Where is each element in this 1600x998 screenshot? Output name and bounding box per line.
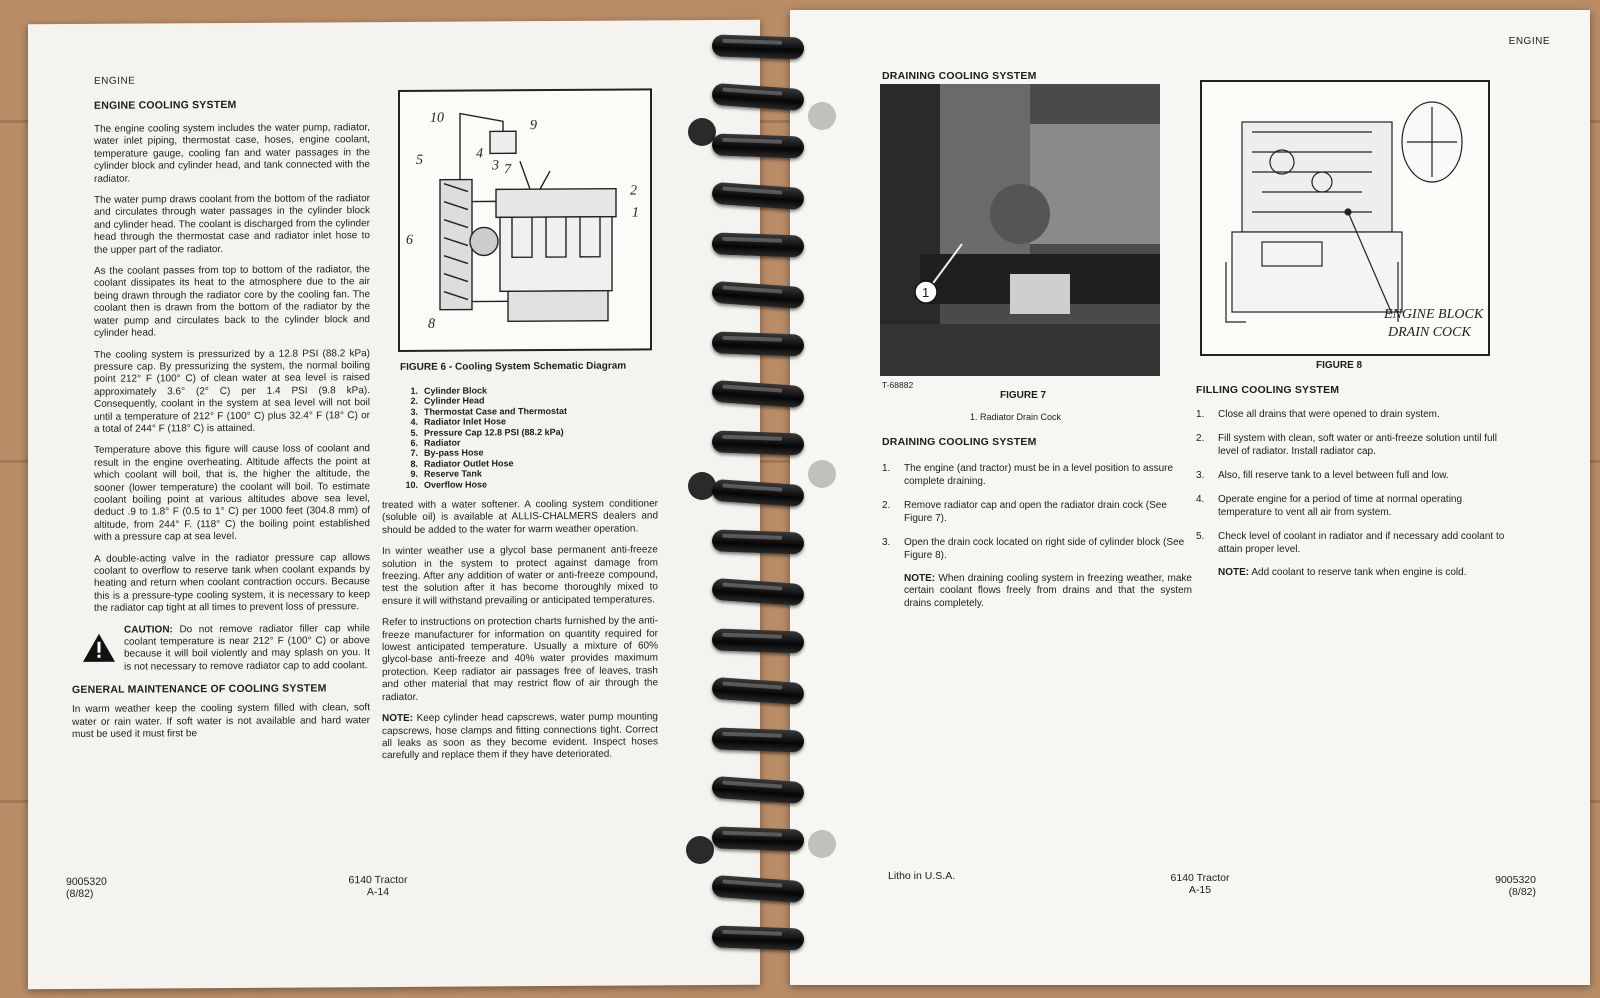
- list-item: 1. Cylinder Block: [410, 385, 488, 396]
- list-item: 5. Check level of coolant in radiator and if necessary add coolant to attain proper level.: [1196, 531, 1505, 555]
- cooling-schematic-drawing: [400, 90, 650, 350]
- draining-note: NOTE: When draining cooling system in freezing weather, make certain coolant flows freely from drains and that the system drains completely.: [904, 573, 1192, 609]
- figure-6-caption: FIGURE 6 - Cooling System Schematic Diagram: [400, 360, 627, 373]
- footer-page: 6140 Tractor A-15: [1170, 872, 1230, 896]
- left-column-1: [72, 98, 370, 750]
- filling-steps: [1196, 408, 1512, 556]
- caution-block: [72, 623, 370, 674]
- callout-4: 4: [476, 146, 483, 162]
- draining-steps: [882, 462, 1192, 562]
- caution-text: Do not remove radiator filler cap while coolant temperature is near 212° F (100° C) or above because it will boil violently and may splash on you. It is not necessary to remove radiator cap to add coolant.: [124, 622, 370, 673]
- binding-hole: [808, 102, 836, 130]
- figure-7-item: 1. Radiator Drain Cock: [970, 412, 1062, 422]
- paragraph: The engine cooling system includes the water pump, radiator, water inlet piping, thermostat case, hoses, engine coolant, temperature gauge, cooling fan and water passages in the cylinder block and cylinder head, and tank connected with the radiator.: [94, 122, 370, 185]
- list-item: 3. Open the drain cock located on right side of cylinder block (See Figure 8).: [882, 537, 1185, 561]
- draining-title: DRAINING COOLING SYSTEM: [882, 436, 1037, 448]
- callout-7: 7: [504, 162, 511, 178]
- list-item: 5. Pressure Cap 12.8 PSI (88.2 kPa): [410, 426, 564, 438]
- filling-note: NOTE: Add coolant to reserve tank when engine is cold.: [1218, 567, 1467, 578]
- list-item: 1. Close all drains that were opened to drain system.: [1196, 409, 1440, 420]
- paragraph: The cooling system is pressurized by a 12.8 PSI (88.2 kPa) pressure cap. By pressurizing the system, the normal boiling point 212° F (100° C) of clean water at sea level is raised approximately 3.6° (2° C) per 1.4 PSI (9.8 kPa). Consequently, coolant in the system at sea level will not boil until a temperature of 212° F (100° C) plus 32.4° F (18° C) or a total of 244° F (118° C) is attained.: [94, 347, 370, 435]
- list-item: 2. Cylinder Head: [410, 395, 485, 407]
- warning-icon: [82, 632, 116, 662]
- right-page: [790, 10, 1590, 985]
- list-item: 7. By-pass Hose: [410, 447, 484, 459]
- caution-label: CAUTION:: [124, 623, 173, 636]
- callout-2: 2: [630, 183, 637, 199]
- section-title: ENGINE COOLING SYSTEM: [94, 98, 237, 112]
- binding-coil: [712, 727, 805, 752]
- paragraph: treated with a water softener. A cooling system conditioner (soluble oil) is available at ALLIS-CHALMERS dealers and should be added to the water for warm weather operation.: [382, 498, 658, 536]
- photo-callout-1: 1: [922, 285, 930, 300]
- list-item: 3. Also, fill reserve tank to a level between full and low.: [1196, 470, 1449, 481]
- running-header: ENGINE: [1508, 36, 1550, 47]
- binding-coil: [712, 34, 805, 59]
- photo-id: T-68882: [882, 380, 914, 390]
- paragraph: The water pump draws coolant from the bottom of the radiator and circulates through water passages in the cylinder block and cylinder head. The coolant is discharged from the cylinder head through the thermostat case and radiator inlet hose to the upper part of the radiator.: [94, 193, 370, 256]
- callout-6: 6: [406, 232, 413, 248]
- list-item: 9. Reserve Tank: [410, 468, 482, 480]
- callout-9: 9: [530, 118, 537, 134]
- footer-doc-number: 9005320 (8/82): [1495, 874, 1536, 898]
- list-item: 2. Fill system with clean, soft water or anti-freeze solution until full level of radiator. Install radiator cap.: [1196, 433, 1497, 457]
- callout-5: 5: [416, 152, 423, 168]
- list-item: 8. Radiator Outlet Hose: [410, 458, 514, 469]
- figure-7-caption: FIGURE 7: [1000, 390, 1047, 401]
- callout-8: 8: [428, 316, 435, 332]
- binding-hole: [808, 460, 836, 488]
- binding-hole: [686, 836, 714, 864]
- right-column-2: [1196, 384, 1512, 588]
- list-item: 4. Radiator Inlet Hose: [410, 416, 507, 428]
- footer-page: 6140 Tractor A-14: [348, 873, 408, 899]
- photo-title: DRAINING COOLING SYSTEM: [882, 70, 1037, 82]
- figure-8-label-line-1: ENGINE BLOCK: [1384, 307, 1484, 322]
- binding-coil: [712, 133, 805, 158]
- binding-coil: [712, 925, 805, 950]
- note-paragraph: NOTE: Keep cylinder head capscrews, water pump mounting capscrews, hose clamps and fitting connections tight. Correct all leaks as soon as they become evident. Inspect hoses carefully and replace them if they have deteriorated.: [382, 711, 658, 762]
- binding-coil: [712, 430, 805, 455]
- engine-drawing: [1202, 82, 1488, 354]
- binding-coil: [712, 232, 805, 257]
- radiator-photo: [880, 84, 1160, 376]
- list-item: 3. Thermostat Case and Thermostat: [410, 405, 568, 417]
- list-item: 6. Radiator: [410, 437, 461, 448]
- paragraph: Temperature above this figure will cause loss of coolant and result in the engine overheating. Altitude affects the point at which coolant will boil, that is, the higher the altitude, the sooner (lower temperature) the coolant will boil. To estimate coolant boiling point at various altitudes above sea level, deduct .9 to 1.8° F (0.5 to 1° C) per 1000 feet (304.8 mm) of altitude, from 244° F. (118° C) the boiling point established with a pressure cap at sea level.: [94, 443, 370, 544]
- footer-litho: Litho in U.S.A.: [888, 870, 956, 882]
- figure-7-photo: [880, 84, 1160, 376]
- paragraph: In winter weather use a glycol base permanent anti-freeze solution in the system to protect against damage from freezing. After any addition of water or anti-freeze compound, test the solution after it has become thoroughly mixed to ensure it will withstand prevailing or anticipated temperatures.: [382, 544, 658, 607]
- binding-coil: [712, 628, 805, 653]
- maintenance-text: In warm weather keep the cooling system filled with clean, soft water or rain water. If soft water is not available and hard water must be used it must first be: [72, 702, 370, 741]
- list-item: 1. The engine (and tractor) must be in a level position to assure complete draining.: [882, 463, 1174, 487]
- figure-8-caption: FIGURE 8: [1316, 360, 1363, 371]
- binding-hole: [808, 830, 836, 858]
- figure-6-schematic: [398, 88, 652, 352]
- callout-10: 10: [430, 110, 444, 126]
- paragraph: Refer to instructions on protection charts furnished by the anti-freeze manufacturer for information on quantity required for lowest anticipated temperature. Usually a mixture of 60% glycol-base anti-freeze and 40% water provides maximum protection. Keep radiator air passages free of leaves, trash and other material that may restrict flow of air through the radiator.: [382, 615, 658, 703]
- paragraph: As the coolant passes from top to bottom of the radiator, the coolant dissipates its heat to the atmosphere due to the air being drawn through the radiator core by the cooling fan. The coolant then is drawn from the bottom of the radiator by the water pump and circulates back to the cylinder block and cylinder head.: [94, 264, 370, 339]
- callout-1: 1: [632, 205, 639, 221]
- filling-title: FILLING COOLING SYSTEM: [1196, 384, 1340, 396]
- maintenance-title: GENERAL MAINTENANCE OF COOLING SYSTEM: [72, 682, 327, 697]
- list-item: 4. Operate engine for a period of time at normal operating temperature to vent all air from system.: [1196, 494, 1463, 518]
- binding-coil: [712, 529, 805, 554]
- callout-3: 3: [492, 158, 499, 174]
- left-column-2: [382, 498, 658, 771]
- list-item: 2. Remove radiator cap and open the radiator drain cock (See Figure 7).: [882, 500, 1167, 524]
- binding-coil: [712, 331, 805, 356]
- footer-doc-number: 9005320 (8/82): [66, 875, 107, 901]
- list-item: 10. Overflow Hose: [405, 479, 488, 490]
- figure-8-engine: [1200, 80, 1490, 356]
- paragraph: A double-acting valve in the radiator pressure cap allows coolant to overflow to reserve tank when coolant expands by heating and return when coolant contraction occurs. Because this is a pressure-type cooling system, it is necessary to keep the radiator cap tight at all times to prevent loss of pressure.: [94, 551, 370, 615]
- running-header: ENGINE: [94, 75, 136, 87]
- binding-coil: [712, 826, 805, 851]
- parts-list: [398, 385, 567, 490]
- right-column-1: [882, 436, 1192, 619]
- figure-8-label-line-2: DRAIN COCK: [1388, 325, 1471, 340]
- left-page: [28, 20, 760, 989]
